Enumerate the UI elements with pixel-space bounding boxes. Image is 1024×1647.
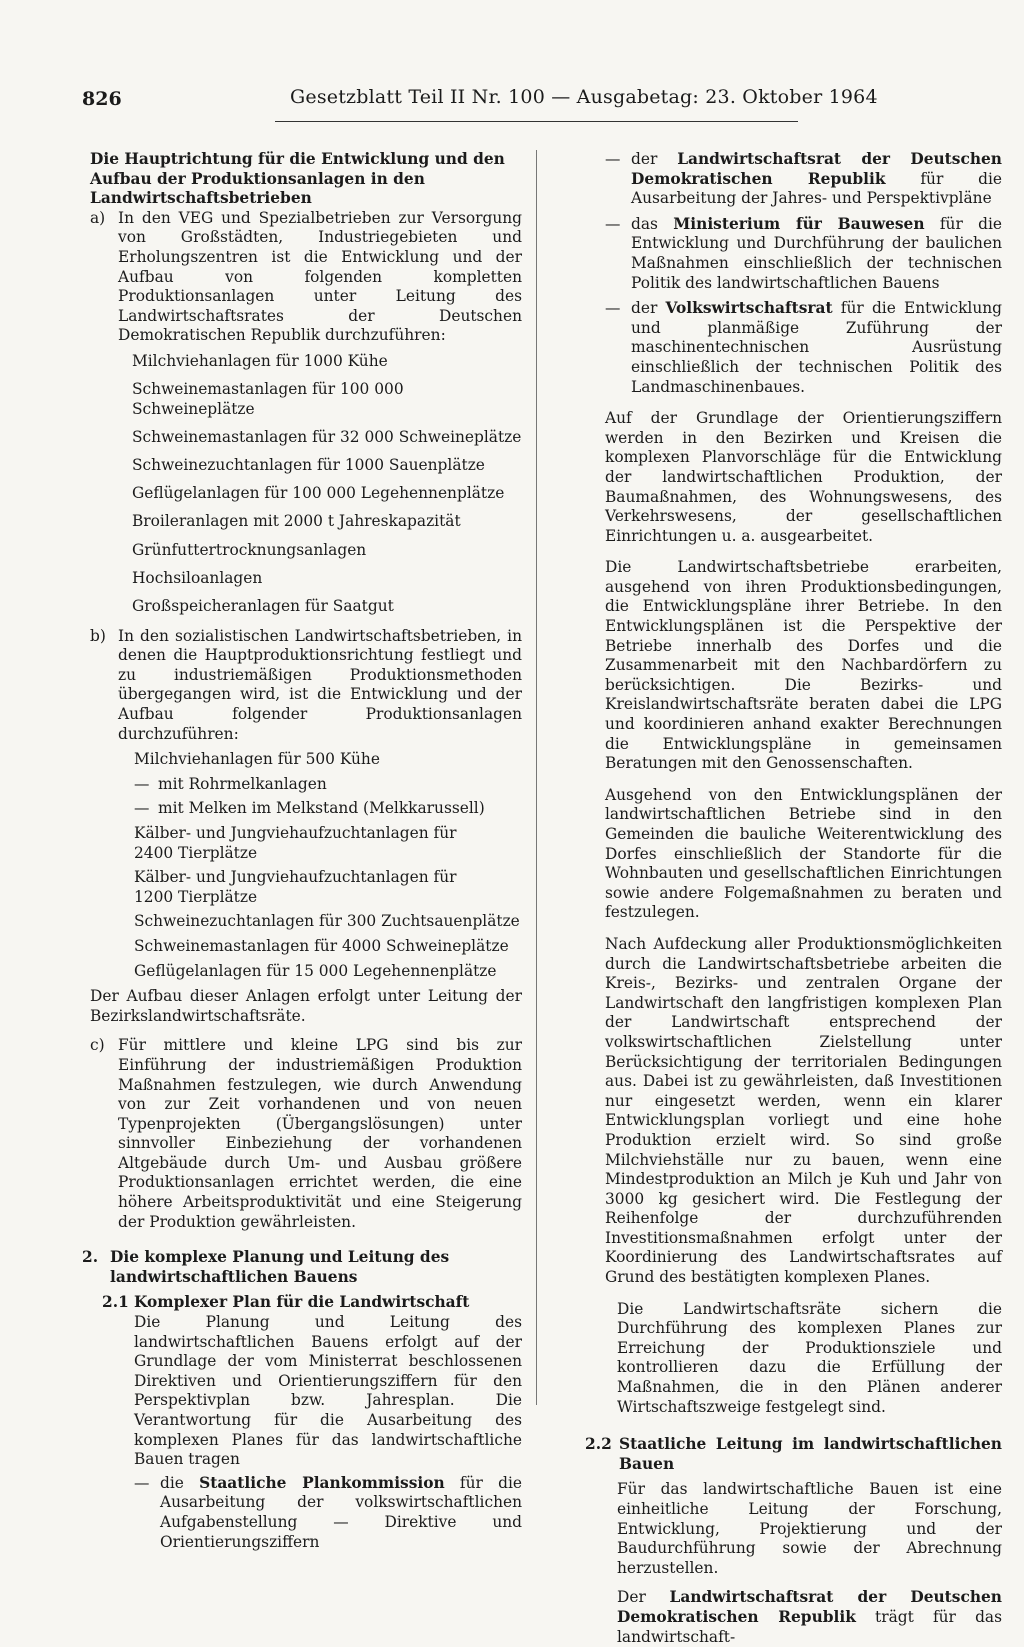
page-header: Gesetzblatt Teil II Nr. 100 — Ausgabetag: 23. Oktober 1964 [290,86,878,108]
paragraph: Nach Aufdeckung aller Produktionsmöglichkeiten durch die Landwirtschaftsbetriebe arbeiten die Kreis-, Bezirks- und zentralen Organe der Landwirtschaft den langfristigen komplexen Plan der Landwirtschaft entsprechend der volkswirtschaftlichen Zielstellung unter Berücksichtigung der territorialen Bedingungen aus. Dabei ist zu gewährleisten, daß Investitionen nur eingesetzt werden, wenn ein klarer Entwicklungsplan vorliegt und eine hohe Produktion erzielt wird. So sind große Milchviehställe nur zu bauen, wenn eine Mindestproduktion an Milch je Kuh und Jahr von 3000 kg gesichert wird. Die Festlegung der Reihenfolge der durchzuführenden Investitionsmaßnahmen erfolgt unter der Koordinierung des Landwirtschaftsrates auf Grund des bestätigten komplexen Planes. [605,934,1002,1287]
section-2-1-title [102,1293,522,1313]
list-marker: b) [90,626,106,645]
responsibility-item [605,299,1002,397]
list-item [134,799,522,819]
list-marker: a) [90,208,106,227]
section-title-text: Die komplexe Planung und Leitung des landwirtschaftlichen Bauens [110,1248,450,1286]
page-number: 826 [82,88,122,110]
dash-marker: — [605,214,621,233]
dash-marker: — [605,299,621,318]
list-item: Schweinemastanlagen für 32 000 Schweineplätze [132,427,522,446]
item-text: das Ministerium für Bauwesen für die Entwicklung und Durchführung der baulichen Maßnahmen einschließlich der technischen Politik des landwirtschaftlichen Bauens [631,214,1002,292]
section-heading: Die Hauptrichtung für die Entwicklung und den Aufbau der Produktionsanlagen in den Landwirtschaftsbetrieben [90,150,505,208]
paragraph-b [90,627,522,745]
list-item-text: mit Rohrmelkanlagen [158,774,327,793]
facility-list-b [134,750,522,981]
paragraph-text: In den VEG und Spezialbetrieben zur Versorgung von Großstädten, Industriegebieten und Erholungszentren ist die Entwicklung und der Aufbau von folgenden kompletten Produktionsanlagen unter Leitung des Landwirtschaftsrates der Deutschen Demokratischen Republik durchzuführen: [118,208,522,345]
paragraph: Für das landwirtschaftliche Bauen ist eine einheitliche Leitung der Forschung, Entwicklung, Projektierung und der Baudurchführung sowie der Abrechnung herzustellen. [617,1480,1002,1577]
paragraph: Ausgehend von den Entwicklungsplänen der landwirtschaftlichen Betriebe sind in den Gemeinden die bauliche Weiterentwicklung des Dorfes einschließlich der Standorte für die Wohnbauten und gesellschaftlichen Einrichtungen sowie andere Folgemaßnahmen zu beraten und festzulegen. [605,785,1002,922]
list-item: Schweinezuchtanlagen für 300 Zuchtsauenplätze [134,912,520,931]
responsibility-item [605,215,1002,293]
list-item: Grünfuttertrocknungsanlagen [132,540,367,559]
list-item: Kälber- und Jungviehaufzuchtanlagen für 1200 Tierplätze [134,868,457,906]
paragraph: Die Landwirtschaftsräte sichern die Durchführung des komplexen Planes zur Erreichung der Produktionsziele und kontrollieren dazu die Erfüllung der Maßnahmen, die in den Plänen anderer Wirtschaftszweige festgelegt sind. [617,1299,1002,1416]
section-number: 2.2 [585,1435,612,1454]
paragraph-text: Die Planung und Leitung des landwirtschaftlichen Bauens erfolgt auf der Grundlage der vom Ministerrat beschlossenen Direktiven und Orientierungsziffern für den Perspektivplan bzw. Jahresplan. Die Verantwortung für die Ausarbeitung des komplexen Planes für das landwirtschaftliche Bauen tragen [134,1313,522,1469]
list-item-text: mit Melken im Melkstand (Melkkarussell) [158,799,485,818]
item-text: die Staatliche Plankommission für die Ausarbeitung der volkswirtschaftlichen Aufgabenstellung — Direktive und Orientierungsziffern [160,1473,522,1551]
list-marker: c) [90,1036,105,1055]
dash-marker: — [134,799,150,818]
list-item: Kälber- und Jungviehaufzuchtanlagen für 2400 Tierplätze [134,823,457,862]
paragraph-note: Der Aufbau dieser Anlagen erfolgt unter Leitung der Bezirkslandwirtschaftsräte. [90,987,522,1025]
dash-marker: — [134,774,150,793]
facility-list-a [132,352,522,617]
section-2-title [82,1248,522,1287]
left-column [82,150,522,1552]
dash-marker: — [605,150,621,168]
section-2-2-title [585,1435,1002,1474]
section-number: 2. [82,1248,99,1267]
section-number: 2.1 [102,1293,129,1312]
dash-marker: — [134,1473,150,1492]
item-text: der Volkswirtschaftsrat für die Entwicklung und planmäßige Zuführung der maschinentechnischen Ausrüstung einschließlich der technischen Politik des Landmaschinenbaues. [631,299,1002,396]
list-item: Schweinemastanlagen für 100 000 Schweineplätze [132,380,404,418]
paragraph: Die Landwirtschaftsbetriebe erarbeiten, ausgehend von ihren Produktionsbedingungen, die Entwicklungspläne ihrer Betriebe. In den Entwicklungsplänen ist die Perspektive der Betriebe innerhalb des Dorfes und die Zusammenarbeit mit den Nachbardörfern zu berücksichtigen. Die Bezirks- und Kreislandwirtschaftsräte beraten dabei die LPG und koordinieren anhand exakter Berechnungen die Entwicklungspläne in gemeinsamen Beratungen mit den Genossenschaften. [605,558,1002,773]
list-item: Geflügelanlagen für 100 000 Legehennenplätze [132,484,505,503]
right-column [585,150,1002,1647]
paragraph: Der Landwirtschaftsrat der Deutschen Demokratischen Republik trägt für das landwirtschaft- [617,1588,1002,1646]
paragraph-text: Für mittlere und kleine LPG sind bis zur Einführung der industriemäßigen Produktion Maßnahmen festzulegen, wie durch Anwendung von zur Zeit vorhandenen und von neuen Typenprojekten (Übergangslösungen) unter sinnvoller Einbeziehung der vorhandenen Altgebäude durch Um- und Ausbau größere Produktionsanlagen errichtet werden, die eine höhere Arbeitsproduktivität und eine Steigerung der Produktion gewährleisten. [118,1036,522,1231]
list-item: Broileranlagen mit 2000 t Jahreskapazität [132,512,461,531]
list-item: Schweinemastanlagen für 4000 Schweineplätze [134,936,509,955]
responsibility-item [605,150,1002,209]
list-item: Milchviehanlagen für 1000 Kühe [132,351,388,370]
paragraph: Auf der Grundlage der Orientierungsziffern werden in den Bezirken und Kreisen die komplexen Planvorschläge für die Entwicklung der landwirtschaftlichen Produktion, der Baumaßnahmen, des Wohnungswesens, des Verkehrswesens, der gesellschaftlichen Einrichtungen u. a. ausgearbeitet. [605,409,1002,545]
list-item [134,775,522,795]
paragraph-a [90,209,522,346]
header-rule [275,121,798,122]
paragraph-text: In den sozialistischen Landwirtschaftsbetrieben, in denen die Hauptproduktionsrichtung festliegt und zu industriemäßigen Produktionsmethoden übergegangen wird, ist die Entwicklung und der Aufbau folgender Produktionsanlagen durchzuführen: [118,626,522,743]
section-2-1-body [134,1313,522,1552]
list-item: Hochsiloanlagen [132,568,263,587]
column-divider [536,150,537,1405]
list-item: Großspeicheranlagen für Saatgut [132,597,394,616]
list-item: Milchviehanlagen für 500 Kühe [134,750,380,769]
section-title-text: Komplexer Plan für die Landwirtschaft [134,1293,470,1312]
list-item: Schweinezuchtanlagen für 1000 Sauenplätze [132,456,485,475]
list-item: Geflügelanlagen für 15 000 Legehennenplätze [134,961,497,980]
section-title-text: Staatliche Leitung im landwirtschaftlichen Bauen [619,1435,1002,1473]
item-text: der Landwirtschaftsrat der Deutschen Demokratischen Republik für die Ausarbeitung der Jahres- und Perspektivpläne [631,150,1002,208]
paragraph-c [90,1036,522,1232]
responsibility-item [134,1474,522,1552]
